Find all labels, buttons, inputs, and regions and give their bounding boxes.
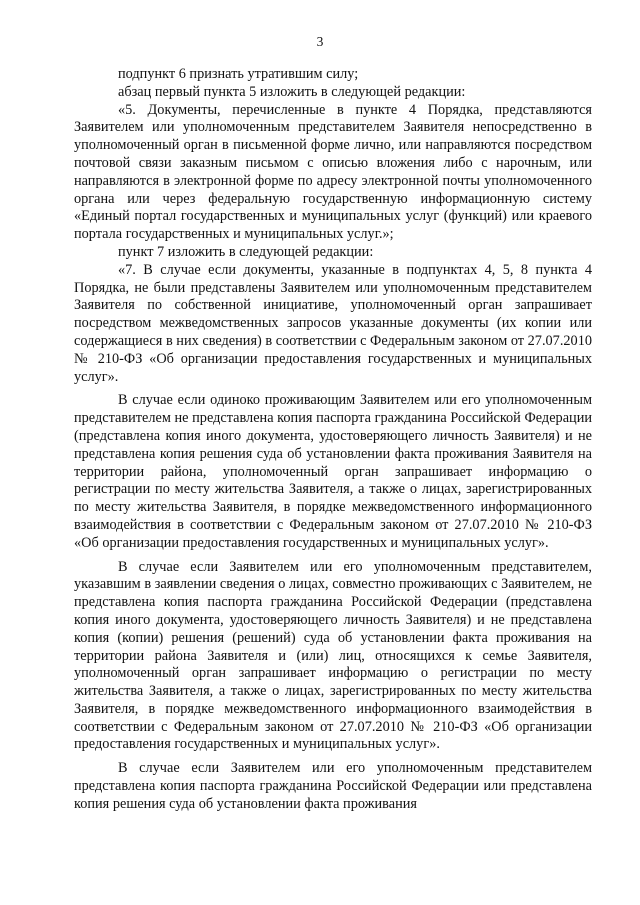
paragraph-8: В случае если Заявителем или его уполномоченным представителем представлена копия паспорта гражданина Российской Федерации или представлена копия решения суда об установлении факта проживания <box>74 760 592 812</box>
paragraph-5: «7. В случае если документы, указанные в подпунктах 4, 5, 8 пункта 4 Порядка, не были представлены Заявителем или уполномоченным представителем Заявителя по собственной инициативе, уполномоченный орган запрашивает посредством межведомственных запросов указанные документы (их копии или содержащиеся в них сведения) в соответствии с Федеральным законом от 27.07.2010 № 210-ФЗ «Об организации предоставления государственных и муниципальных услуг». <box>74 261 592 385</box>
document-body <box>74 66 592 814</box>
paragraph-6: В случае если одиноко проживающим Заявителем или его уполномоченным представителем не представлена копия паспорта гражданина Российской Федерации (представлена копия иного документа, удостоверяющего личность Заявителя) и не представлена копия решения суда об установлении факта проживания Заявителя на территории района, уполномоченный орган запрашивает информацию о регистрации по месту жительства Заявителя, а также о лицах, зарегистрированных по месту жительства Заявителя, в порядке межведомственного информационного взаимодействия в соответствии с Федеральным законом от 27.07.2010 № 210-ФЗ «Об организации предоставления государственных и муниципальных услуг». <box>74 392 592 551</box>
page-number: 3 <box>316 34 324 49</box>
paragraph-1: подпункт 6 признать утратившим силу; <box>118 66 359 82</box>
paragraph-2: абзац первый пункта 5 изложить в следующей редакции: <box>118 83 466 100</box>
paragraph-4: пункт 7 изложить в следующей редакции: <box>118 243 374 260</box>
paragraph-7: В случае если Заявителем или его уполномоченным представителем, указавшим в заявлении сведения о лицах, совместно проживающих с Заявителем, не представлена копия паспорта гражданина Российской Федерации (представлена копия иного документа, удостоверяющего личность Заявителя) и не представлена копия (копии) решения (решений) суда об установлении факта проживания на территории района Заявителя и (или) лиц, относящихся к семье Заявителя, уполномоченный орган запрашивает информацию о регистрации по месту жительства Заявителя, а также о лицах, зарегистрированных по месту жительства Заявителя, в порядке межведомственного информационного взаимодействия в соответствии с Федеральным законом от 27.07.2010 № 210-ФЗ «Об организации предоставления государственных и муниципальных услуг». <box>74 558 592 753</box>
paragraph-3: «5. Документы, перечисленные в пункте 4 Порядка, представляются Заявителем или уполномоченным представителем Заявителя непосредственно в уполномоченный орган в письменной форме лично, или направляются посредством почтовой связи заказным письмом с описью вложения либо с нарочным, или направляются в электронной форме по адресу электронной почты уполномоченного органа или через федеральную государственную информационную систему «Единый портал государственных и муниципальных услуг (функций) или краевого портала государственных и муниципальных услуг.»; <box>74 101 592 243</box>
